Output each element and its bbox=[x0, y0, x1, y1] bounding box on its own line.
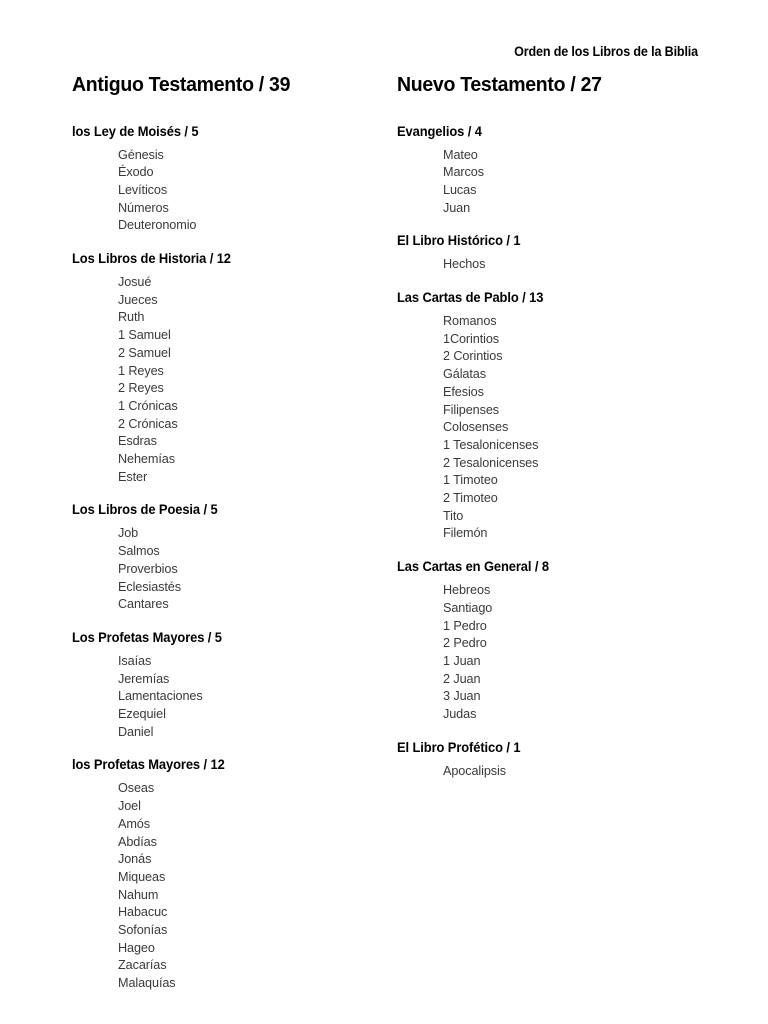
book-item: Lucas bbox=[443, 181, 477, 197]
book-section bbox=[397, 290, 707, 542]
section-heading: Los Profetas Mayores / 5 bbox=[72, 629, 222, 645]
old-testament-title: Antiguo Testamento / 39 bbox=[72, 73, 291, 96]
section-heading: los Profetas Mayores / 12 bbox=[72, 757, 225, 773]
book-list bbox=[72, 524, 382, 613]
book-item: Mateo bbox=[443, 146, 478, 162]
book-section bbox=[397, 233, 707, 273]
section-heading: los Ley de Moisés / 5 bbox=[72, 123, 199, 139]
section-heading: Las Cartas de Pablo / 13 bbox=[397, 290, 544, 305]
book-item: Daniel bbox=[118, 723, 154, 739]
book-item: Hechos bbox=[443, 256, 486, 272]
book-item: Salmos bbox=[118, 543, 160, 559]
book-section bbox=[72, 124, 382, 235]
book-item: 1 Timoteo bbox=[443, 472, 498, 488]
book-item: 1 Reyes bbox=[118, 362, 164, 378]
book-item: Marcos bbox=[443, 164, 484, 180]
section-heading: El Libro Histórico / 1 bbox=[397, 233, 521, 249]
book-item: Filemón bbox=[443, 525, 488, 541]
book-item: Deuteronomio bbox=[118, 217, 197, 233]
book-item: Nahum bbox=[118, 886, 159, 902]
book-item: Hageo bbox=[118, 939, 155, 955]
book-list bbox=[397, 312, 707, 542]
book-list bbox=[397, 146, 707, 217]
book-item: Malaquías bbox=[118, 975, 176, 991]
book-item: 1 Samuel bbox=[118, 327, 171, 343]
book-item: Esdras bbox=[118, 433, 157, 449]
old-testament-column bbox=[72, 74, 382, 992]
book-item: 2 Samuel bbox=[118, 344, 171, 360]
new-testament-title: Nuevo Testamento / 27 bbox=[397, 73, 602, 96]
book-item: 1 Crónicas bbox=[118, 397, 178, 413]
book-item: Apocalipsis bbox=[443, 762, 506, 778]
book-item: Gálatas bbox=[443, 366, 486, 382]
book-item: Ester bbox=[118, 468, 148, 484]
book-item: Ezequiel bbox=[118, 706, 166, 722]
book-section bbox=[72, 251, 382, 485]
book-item: Amós bbox=[118, 815, 150, 831]
book-item: Habacuc bbox=[118, 904, 168, 920]
book-item: Génesis bbox=[118, 146, 164, 162]
book-list bbox=[72, 146, 382, 235]
book-item: 2 Pedro bbox=[443, 635, 487, 651]
section-heading: Los Libros de Historia / 12 bbox=[72, 251, 231, 267]
book-item: Éxodo bbox=[118, 164, 154, 180]
old-testament-sections bbox=[72, 124, 382, 992]
book-item: 2 Crónicas bbox=[118, 415, 178, 431]
book-item: 2 Reyes bbox=[118, 380, 164, 396]
book-item: Isaías bbox=[118, 652, 152, 668]
book-list bbox=[72, 779, 382, 991]
book-list bbox=[397, 255, 707, 273]
book-item: 2 Corintios bbox=[443, 348, 503, 364]
book-section bbox=[72, 630, 382, 741]
book-item: Nehemías bbox=[118, 451, 175, 467]
new-testament-column bbox=[397, 74, 707, 779]
section-heading: Las Cartas en General / 8 bbox=[397, 559, 549, 575]
book-item: Proverbios bbox=[118, 560, 178, 576]
book-item: Miqueas bbox=[118, 868, 166, 884]
new-testament-sections bbox=[397, 124, 707, 780]
book-item: Hebreos bbox=[443, 582, 491, 598]
book-item: Joel bbox=[118, 798, 141, 814]
book-item: Tito bbox=[443, 507, 464, 523]
book-section bbox=[397, 740, 707, 780]
book-item: Romanos bbox=[443, 312, 497, 328]
book-item: Levíticos bbox=[118, 181, 168, 197]
book-item: Eclesiastés bbox=[118, 578, 181, 594]
book-list bbox=[72, 652, 382, 741]
section-heading: El Libro Profético / 1 bbox=[397, 739, 521, 755]
book-section bbox=[397, 559, 707, 723]
section-heading: Los Libros de Poesia / 5 bbox=[72, 502, 218, 518]
book-item: Oseas bbox=[118, 780, 155, 796]
book-item: Lamentaciones bbox=[118, 688, 203, 704]
book-item: Sofonías bbox=[118, 922, 168, 938]
book-item: 1 Pedro bbox=[443, 617, 487, 633]
book-item: Josué bbox=[118, 274, 152, 289]
book-item: Efesios bbox=[443, 383, 484, 399]
book-item: 3 Juan bbox=[443, 688, 481, 704]
book-item: 1 Tesalonicenses bbox=[443, 436, 539, 452]
book-item: Abdías bbox=[118, 833, 157, 849]
book-item: Cantares bbox=[118, 596, 169, 612]
book-item: 2 Juan bbox=[443, 670, 481, 686]
book-item: Jeremías bbox=[118, 670, 170, 686]
book-item: 2 Tesalonicenses bbox=[443, 454, 539, 470]
book-section bbox=[397, 124, 707, 217]
book-item: Ruth bbox=[118, 309, 145, 325]
book-item: Santiago bbox=[443, 599, 493, 615]
book-item: 1Corintios bbox=[443, 330, 500, 346]
book-item: 2 Timoteo bbox=[443, 490, 498, 506]
book-item: Job bbox=[118, 525, 139, 541]
document-title: Orden de los Libros de la Biblia bbox=[514, 44, 698, 59]
book-item: Zacarías bbox=[118, 957, 167, 973]
book-list bbox=[397, 762, 707, 780]
book-section bbox=[72, 757, 382, 991]
book-item: 1 Juan bbox=[443, 652, 481, 668]
book-item: Jueces bbox=[118, 291, 158, 307]
book-section bbox=[72, 502, 382, 613]
book-item: Números bbox=[118, 199, 169, 215]
book-item: Juan bbox=[443, 199, 471, 215]
book-item: Filipenses bbox=[443, 401, 500, 417]
book-list bbox=[72, 273, 382, 485]
section-heading: Evangelios / 4 bbox=[397, 123, 482, 139]
book-list bbox=[397, 581, 707, 723]
book-item: Judas bbox=[443, 706, 477, 722]
book-item: Jonás bbox=[118, 851, 152, 867]
book-item: Colosenses bbox=[443, 419, 509, 435]
